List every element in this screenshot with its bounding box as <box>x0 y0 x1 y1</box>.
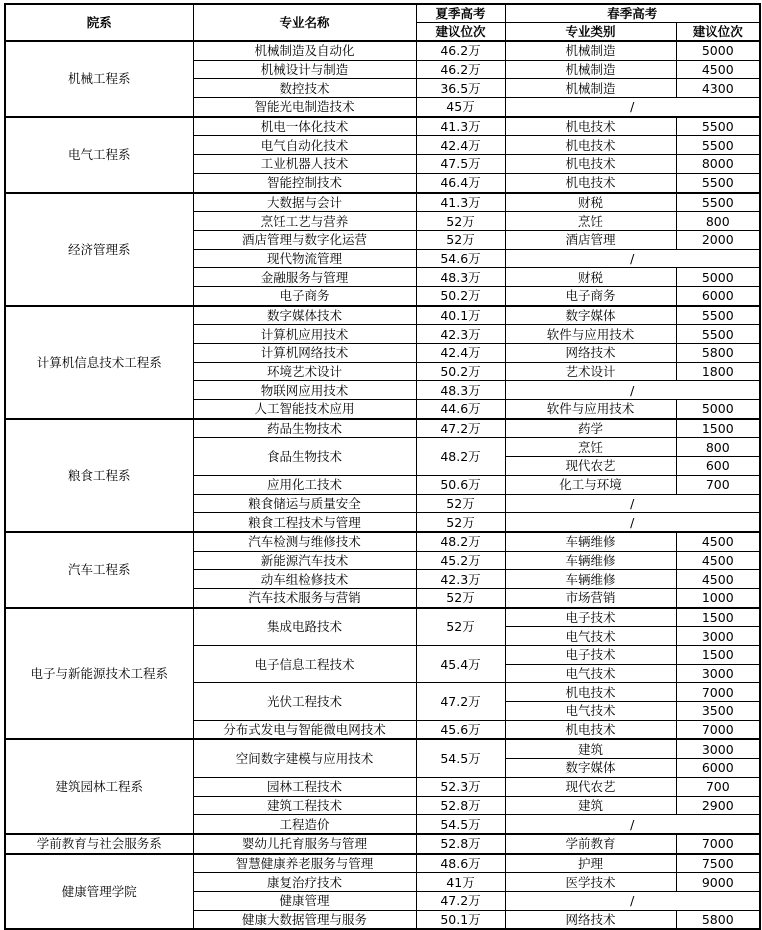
spring-category: 电气技术 <box>505 627 676 646</box>
summer-rank: 52万 <box>416 494 505 513</box>
spring-category: 车辆维修 <box>505 570 676 589</box>
summer-rank: 48.3万 <box>416 381 505 400</box>
summer-rank: 42.4万 <box>416 136 505 155</box>
table-row <box>5 193 760 212</box>
spring-rank: 1500 <box>676 646 760 665</box>
major-name: 智能光电制造技术 <box>193 98 416 117</box>
summer-rank: 54.6万 <box>416 249 505 268</box>
summer-rank: 40.1万 <box>416 306 505 325</box>
spring-rank: 7000 <box>676 683 760 702</box>
spring-none: / <box>505 815 760 834</box>
spring-rank: 6000 <box>676 759 760 778</box>
major-name: 环境艺术设计 <box>193 362 416 381</box>
major-name: 婴幼儿托育服务与管理 <box>193 834 416 854</box>
spring-rank: 7500 <box>676 854 760 873</box>
spring-rank: 700 <box>676 777 760 796</box>
summer-rank: 41万 <box>416 873 505 892</box>
summer-rank: 47.2万 <box>416 891 505 910</box>
spring-rank: 5500 <box>676 325 760 344</box>
major-name: 机械制造及自动化 <box>193 41 416 60</box>
major-name: 金融服务与管理 <box>193 268 416 287</box>
summer-rank: 45万 <box>416 98 505 117</box>
spring-category: 现代农艺 <box>505 457 676 476</box>
table-row <box>5 117 760 136</box>
spring-category: 机械制造 <box>505 41 676 60</box>
major-name: 电气自动化技术 <box>193 136 416 155</box>
spring-category: 机械制造 <box>505 79 676 98</box>
spring-category: 酒店管理 <box>505 230 676 249</box>
spring-category: 机电技术 <box>505 155 676 174</box>
spring-rank: 5500 <box>676 173 760 192</box>
spring-rank: 4300 <box>676 79 760 98</box>
spring-category: 艺术设计 <box>505 362 676 381</box>
major-name: 机械设计与制造 <box>193 60 416 79</box>
summer-rank: 52.8万 <box>416 834 505 854</box>
spring-rank: 3000 <box>676 739 760 758</box>
spring-rank: 2900 <box>676 796 760 815</box>
spring-category: 电子商务 <box>505 286 676 305</box>
summer-rank: 48.6万 <box>416 854 505 873</box>
spring-rank: 3000 <box>676 627 760 646</box>
spring-none: / <box>505 381 760 400</box>
spring-none: / <box>505 513 760 532</box>
major-name: 粮食储运与质量安全 <box>193 494 416 513</box>
spring-category: 电子技术 <box>505 646 676 665</box>
spring-category: 机电技术 <box>505 683 676 702</box>
table-row <box>5 532 760 551</box>
spring-rank: 5000 <box>676 268 760 287</box>
spring-rank: 2000 <box>676 230 760 249</box>
table-row <box>5 306 760 325</box>
dept-name: 电气工程系 <box>5 117 193 193</box>
spring-category: 数字媒体 <box>505 759 676 778</box>
spring-rank: 5800 <box>676 910 760 929</box>
admission-table <box>4 3 761 930</box>
spring-category: 网络技术 <box>505 910 676 929</box>
spring-rank: 3500 <box>676 702 760 721</box>
major-name: 粮食工程技术与管理 <box>193 513 416 532</box>
spring-rank: 5800 <box>676 344 760 363</box>
spring-rank: 1800 <box>676 362 760 381</box>
spring-category: 市场营销 <box>505 588 676 607</box>
summer-rank: 44.6万 <box>416 400 505 419</box>
summer-rank: 52万 <box>416 513 505 532</box>
spring-none: / <box>505 494 760 513</box>
spring-category: 机电技术 <box>505 720 676 739</box>
spring-rank: 600 <box>676 457 760 476</box>
dept-name: 粮食工程系 <box>5 419 193 532</box>
header-spring-category: 专业类别 <box>505 23 676 42</box>
summer-rank: 46.4万 <box>416 173 505 192</box>
major-name: 人工智能技术应用 <box>193 400 416 419</box>
spring-rank: 7000 <box>676 720 760 739</box>
major-name: 酒店管理与数字化运营 <box>193 230 416 249</box>
spring-rank: 7000 <box>676 834 760 854</box>
spring-category: 数字媒体 <box>505 306 676 325</box>
summer-rank: 46.2万 <box>416 41 505 60</box>
major-name: 现代物流管理 <box>193 249 416 268</box>
spring-rank: 6000 <box>676 286 760 305</box>
summer-rank: 47.5万 <box>416 155 505 174</box>
spring-category: 电气技术 <box>505 702 676 721</box>
major-name: 分布式发电与智能微电网技术 <box>193 720 416 739</box>
dept-name: 机械工程系 <box>5 41 193 117</box>
header-summer: 夏季高考 <box>416 4 505 23</box>
summer-rank: 50.2万 <box>416 362 505 381</box>
spring-category: 软件与应用技术 <box>505 400 676 419</box>
spring-category: 网络技术 <box>505 344 676 363</box>
major-name: 计算机应用技术 <box>193 325 416 344</box>
spring-category: 软件与应用技术 <box>505 325 676 344</box>
summer-rank: 42.3万 <box>416 325 505 344</box>
summer-rank: 52.8万 <box>416 796 505 815</box>
spring-rank: 5000 <box>676 41 760 60</box>
table-row <box>5 834 760 854</box>
major-name: 康复治疗技术 <box>193 873 416 892</box>
table-row <box>5 608 760 627</box>
spring-category: 烹饪 <box>505 438 676 457</box>
spring-rank: 5500 <box>676 117 760 136</box>
dept-name: 建筑园林工程系 <box>5 739 193 833</box>
major-name: 数字媒体技术 <box>193 306 416 325</box>
spring-category: 学前教育 <box>505 834 676 854</box>
major-name: 动车组检修技术 <box>193 570 416 589</box>
spring-rank: 5500 <box>676 136 760 155</box>
major-name: 物联网应用技术 <box>193 381 416 400</box>
major-name: 工业机器人技术 <box>193 155 416 174</box>
major-name: 园林工程技术 <box>193 777 416 796</box>
dept-name: 电子与新能源技术工程系 <box>5 608 193 740</box>
header-spring-rank: 建议位次 <box>676 23 760 42</box>
summer-rank: 46.2万 <box>416 60 505 79</box>
spring-category: 护理 <box>505 854 676 873</box>
major-name: 空间数字建模与应用技术 <box>193 739 416 777</box>
major-name: 电子信息工程技术 <box>193 646 416 683</box>
summer-rank: 54.5万 <box>416 815 505 834</box>
summer-rank: 50.2万 <box>416 286 505 305</box>
major-name: 健康管理 <box>193 891 416 910</box>
spring-category: 电子技术 <box>505 608 676 627</box>
spring-rank: 4500 <box>676 532 760 551</box>
spring-rank: 800 <box>676 212 760 231</box>
major-name: 建筑工程技术 <box>193 796 416 815</box>
spring-category: 车辆维修 <box>505 532 676 551</box>
spring-rank: 1500 <box>676 419 760 438</box>
spring-rank: 4500 <box>676 60 760 79</box>
major-name: 汽车技术服务与营销 <box>193 588 416 607</box>
summer-rank: 48.2万 <box>416 438 505 475</box>
table-row <box>5 854 760 873</box>
spring-rank: 9000 <box>676 873 760 892</box>
spring-rank: 700 <box>676 475 760 494</box>
table-row <box>5 739 760 758</box>
spring-category: 机电技术 <box>505 136 676 155</box>
spring-category: 机械制造 <box>505 60 676 79</box>
header-spring: 春季高考 <box>505 4 760 23</box>
summer-rank: 45.2万 <box>416 551 505 570</box>
major-name: 计算机网络技术 <box>193 344 416 363</box>
summer-rank: 54.5万 <box>416 739 505 777</box>
summer-rank: 47.2万 <box>416 419 505 438</box>
spring-rank: 800 <box>676 438 760 457</box>
major-name: 汽车检测与维修技术 <box>193 532 416 551</box>
summer-rank: 48.2万 <box>416 532 505 551</box>
major-name: 机电一体化技术 <box>193 117 416 136</box>
summer-rank: 45.6万 <box>416 720 505 739</box>
summer-rank: 45.4万 <box>416 646 505 683</box>
summer-rank: 42.4万 <box>416 344 505 363</box>
dept-name: 学前教育与社会服务系 <box>5 834 193 854</box>
major-name: 数控技术 <box>193 79 416 98</box>
major-name: 智能控制技术 <box>193 173 416 192</box>
spring-category: 药学 <box>505 419 676 438</box>
major-name: 电子商务 <box>193 286 416 305</box>
spring-rank: 5000 <box>676 400 760 419</box>
spring-category: 建筑 <box>505 796 676 815</box>
table-body <box>5 4 760 929</box>
dept-name: 计算机信息技术工程系 <box>5 306 193 419</box>
spring-rank: 4500 <box>676 570 760 589</box>
spring-category: 现代农艺 <box>505 777 676 796</box>
major-name: 光伏工程技术 <box>193 683 416 720</box>
spring-category: 财税 <box>505 268 676 287</box>
major-name: 食品生物技术 <box>193 438 416 475</box>
spring-category: 医学技术 <box>505 873 676 892</box>
spring-rank: 5500 <box>676 306 760 325</box>
major-name: 工程造价 <box>193 815 416 834</box>
spring-rank: 8000 <box>676 155 760 174</box>
spring-category: 建筑 <box>505 739 676 758</box>
major-name: 药品生物技术 <box>193 419 416 438</box>
major-name: 应用化工技术 <box>193 475 416 494</box>
major-name: 烹饪工艺与营养 <box>193 212 416 231</box>
spring-category: 烹饪 <box>505 212 676 231</box>
summer-rank: 41.3万 <box>416 117 505 136</box>
summer-rank: 50.6万 <box>416 475 505 494</box>
spring-category: 电气技术 <box>505 664 676 683</box>
spring-category: 财税 <box>505 193 676 212</box>
spring-rank: 3000 <box>676 664 760 683</box>
summer-rank: 50.1万 <box>416 910 505 929</box>
header-major: 专业名称 <box>193 4 416 41</box>
summer-rank: 52万 <box>416 588 505 607</box>
major-name: 智慧健康养老服务与管理 <box>193 854 416 873</box>
header-summer-rank: 建议位次 <box>416 23 505 42</box>
summer-rank: 52万 <box>416 230 505 249</box>
spring-none: / <box>505 249 760 268</box>
summer-rank: 42.3万 <box>416 570 505 589</box>
major-name: 集成电路技术 <box>193 608 416 646</box>
summer-rank: 48.3万 <box>416 268 505 287</box>
summer-rank: 52.3万 <box>416 777 505 796</box>
spring-rank: 4500 <box>676 551 760 570</box>
spring-category: 化工与环境 <box>505 475 676 494</box>
header-dept: 院系 <box>5 4 193 41</box>
summer-rank: 47.2万 <box>416 683 505 720</box>
summer-rank: 41.3万 <box>416 193 505 212</box>
table-row <box>5 41 760 60</box>
summer-rank: 36.5万 <box>416 79 505 98</box>
spring-category: 机电技术 <box>505 173 676 192</box>
spring-category: 车辆维修 <box>505 551 676 570</box>
dept-name: 汽车工程系 <box>5 532 193 608</box>
spring-rank: 1500 <box>676 608 760 627</box>
spring-none: / <box>505 891 760 910</box>
dept-name: 经济管理系 <box>5 193 193 306</box>
header-row <box>5 4 760 23</box>
spring-rank: 5500 <box>676 193 760 212</box>
table-row <box>5 419 760 438</box>
spring-rank: 1000 <box>676 588 760 607</box>
spring-category: 机电技术 <box>505 117 676 136</box>
major-name: 新能源汽车技术 <box>193 551 416 570</box>
dept-name: 健康管理学院 <box>5 854 193 930</box>
major-name: 大数据与会计 <box>193 193 416 212</box>
summer-rank: 52万 <box>416 608 505 646</box>
spring-none: / <box>505 98 760 117</box>
major-name: 健康大数据管理与服务 <box>193 910 416 929</box>
summer-rank: 52万 <box>416 212 505 231</box>
